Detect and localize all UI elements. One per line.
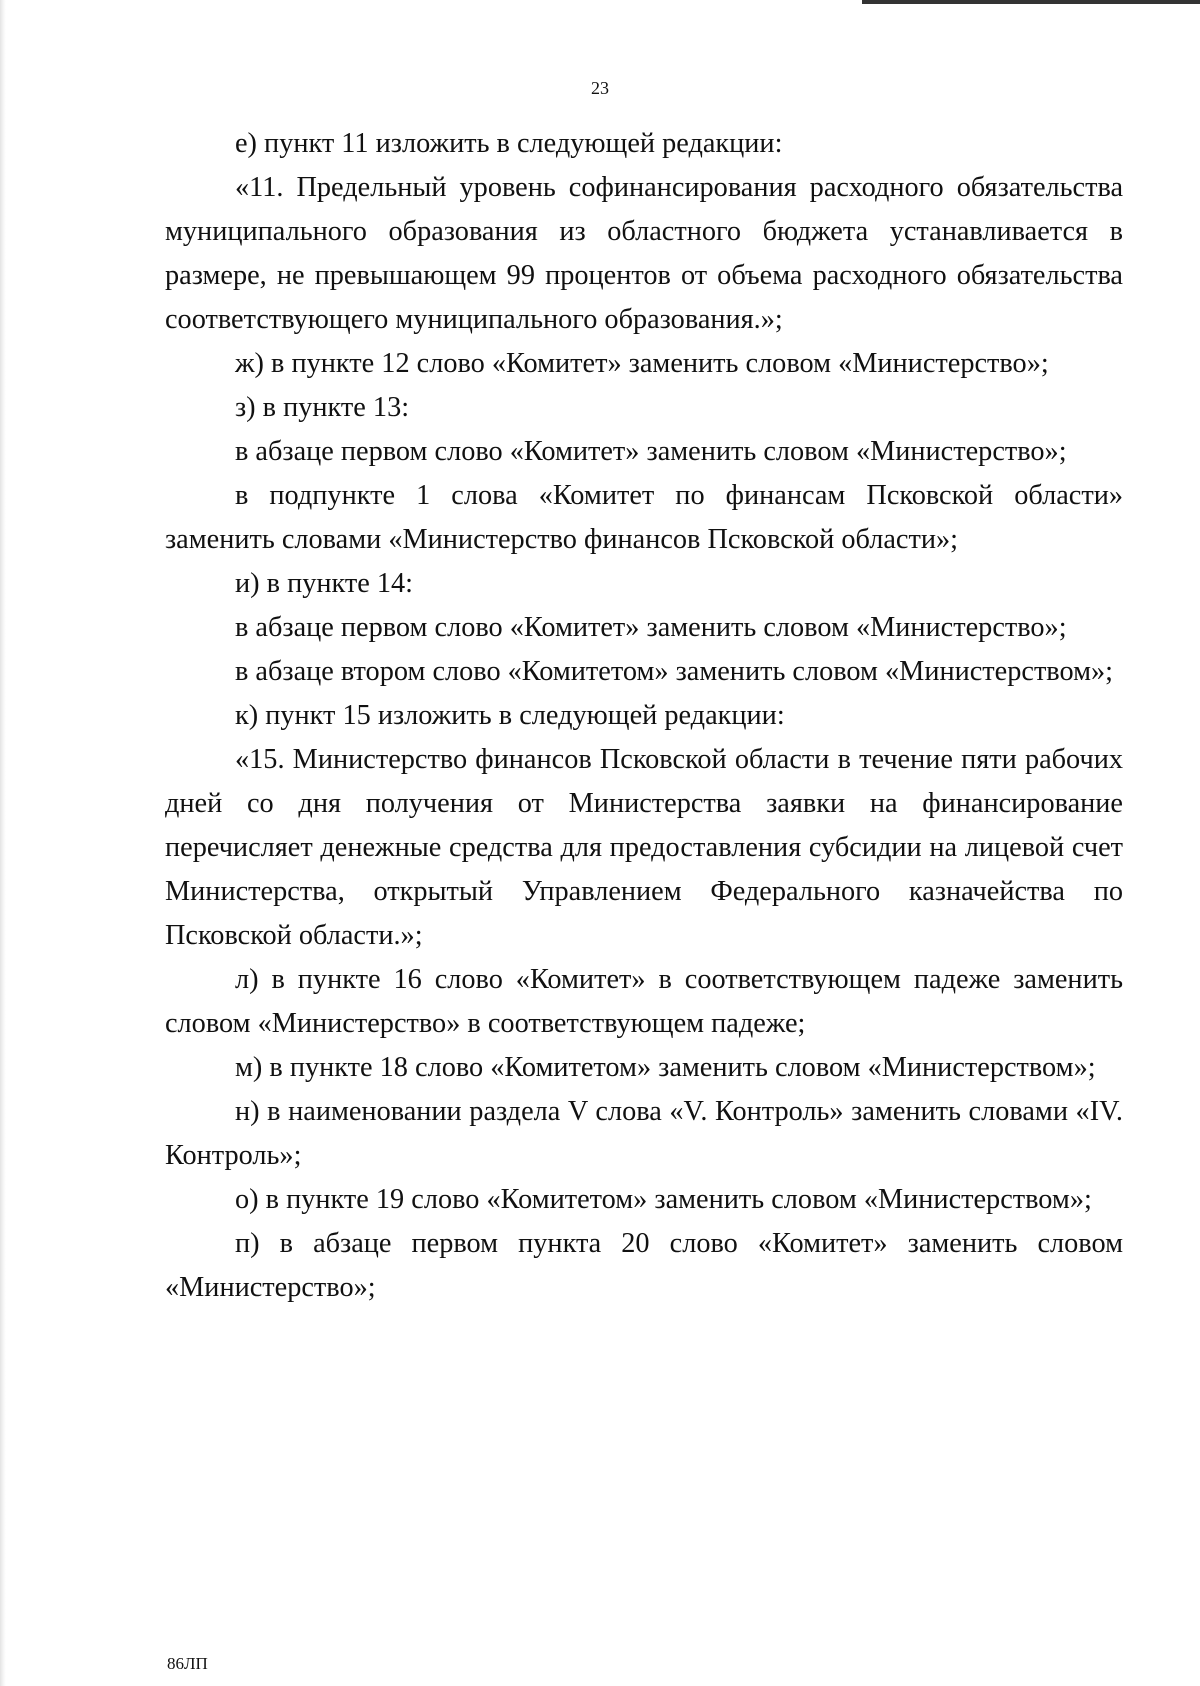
document-paragraph: в подпункте 1 слова «Комитет по финансам Псковской области» заменить словами «Министерство финансов Псковской области»;: [165, 480, 1123, 555]
document-paragraph: в абзаце первом слово «Комитет» заменить словом «Министерство»;: [235, 436, 1067, 467]
document-code: 86ЛП: [167, 1654, 208, 1673]
document-paragraph: е) пункт 11 изложить в следующей редакции:: [235, 128, 783, 159]
document-paragraph: в абзаце первом слово «Комитет» заменить словом «Министерство»;: [235, 612, 1067, 643]
scan-border-top: [862, 0, 1200, 4]
page-number: 23: [591, 78, 609, 98]
document-paragraph: л) в пункте 16 слово «Комитет» в соответствующем падеже заменить словом «Министерство» в соответствующем падеже;: [165, 964, 1123, 1039]
document-paragraph: з) в пункте 13:: [235, 392, 410, 423]
document-paragraph: м) в пункте 18 слово «Комитетом» заменить словом «Министерством»;: [235, 1052, 1096, 1083]
document-paragraph: «11. Предельный уровень софинансирования расходного обязательства муниципального образования из областного бюджета устанавливается в размере, не превышающем 99 процентов от объема расходного обязательства соответствующего муниципального образования.»;: [165, 172, 1123, 335]
scan-border-left: [0, 0, 6, 1686]
document-body: [165, 122, 1123, 1310]
document-paragraph: н) в наименовании раздела V слова «V. Контроль» заменить словами «IV. Контроль»;: [165, 1096, 1123, 1171]
document-paragraph: «15. Министерство финансов Псковской области в течение пяти рабочих дней со дня получения от Министерства заявки на финансирование перечисляет денежные средства для предоставления субсидии на лицевой счет Министерства, открытый Управлением Федерального казначейства по Псковской области.»;: [165, 744, 1123, 951]
document-paragraph: ж) в пункте 12 слово «Комитет» заменить словом «Министерство»;: [235, 348, 1049, 379]
document-paragraph: к) пункт 15 изложить в следующей редакции:: [235, 700, 785, 731]
document-paragraph: в абзаце втором слово «Комитетом» заменить словом «Министерством»;: [235, 656, 1114, 687]
document-paragraph: п) в абзаце первом пункта 20 слово «Комитет» заменить словом «Министерство»;: [165, 1228, 1123, 1303]
document-paragraph: о) в пункте 19 слово «Комитетом» заменить словом «Министерством»;: [235, 1184, 1092, 1215]
document-paragraph: и) в пункте 14:: [235, 568, 414, 599]
